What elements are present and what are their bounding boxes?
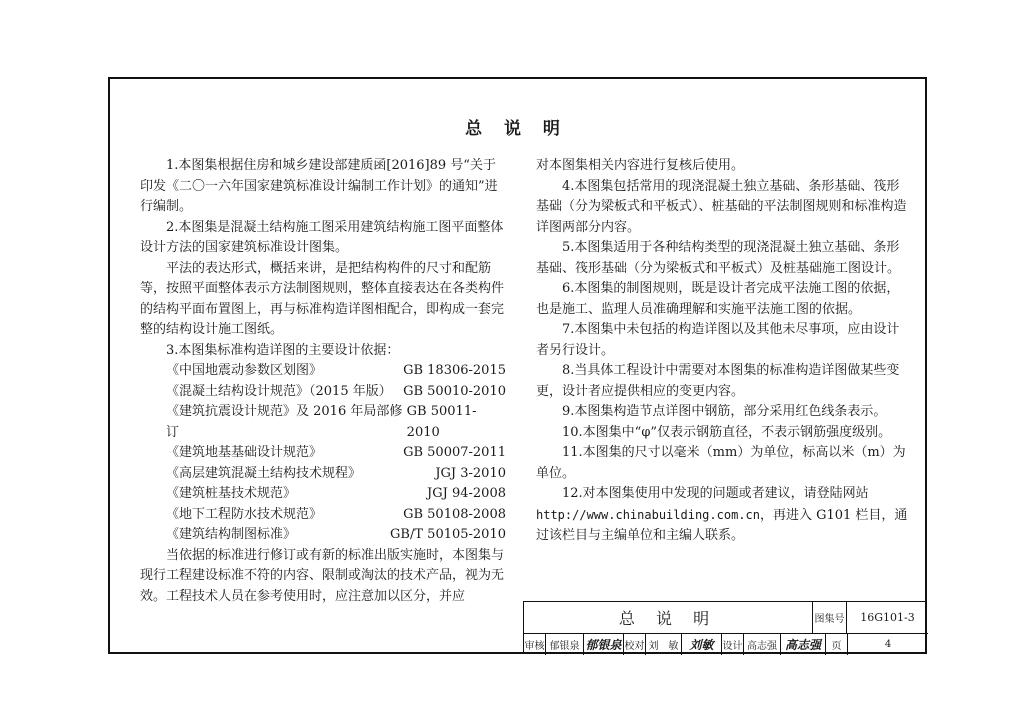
page-number: 4 (884, 639, 892, 650)
ref-item: 《高层建筑混凝土结构技术规程》 JGJ 3-2010 (166, 465, 506, 481)
para-6: 6.本图集的制图规则，既是设计者完成平法施工图的依据，也是施工、监理人员准确理解和实施平法施工图的依据。 (536, 281, 900, 317)
ref-item: 《建筑地基基础设计规范》 GB 50007-2011 (166, 445, 506, 460)
para-3: 3.本图集标准构造详图的主要设计依据： (166, 342, 400, 358)
design-label: 设计 (722, 634, 744, 655)
page-label: 页 (826, 634, 848, 655)
ref-item: 《地下工程防水技术规范》 GB 50108-2008 (166, 506, 506, 522)
para-10: 10.本图集中“φ”仅表示钢筋直径，不表示钢筋强度级别。 (562, 424, 892, 440)
title-block-title: 总 说 明 (524, 602, 813, 634)
para-7: 7.本图集中未包括的构造详图以及其他未尽事项，应由设计者另行设计。 (536, 322, 900, 358)
ref-item: 《建筑桩基技术规范》 JGJ 94-2008 (166, 486, 506, 501)
review-label: 审核 (524, 634, 546, 655)
check-label: 校对 (624, 634, 646, 655)
page-title: 总 说 明 (465, 119, 568, 139)
para-3c: 对本图集相关内容进行复核后使用。 (536, 158, 745, 173)
para-12: 12.对本图集使用中发现的问题或者建议，请登陆网站 http://www.chinabuilding.com.cn，再进入 G101 栏目，通过该栏目与主编单位和主编人联系。 (536, 486, 908, 543)
para-5: 5.本图集适用于各种结构类型的现浇混凝土独立基础、条形基础、筏形基础（分为梁板式和平板式）及桩基础施工图设计。 (536, 240, 901, 276)
right-column (536, 156, 908, 547)
para-4: 4.本图集包括常用的现浇混凝土独立基础、条形基础、筏形基础（分为梁板式和平板式）、桩基础的平法制图规则和标准构造详图两部分内容。 (536, 178, 907, 235)
designer-signature: 高志强 (781, 634, 826, 655)
checker-signature: 刘敏 (682, 634, 722, 655)
left-column (140, 156, 506, 607)
para-9: 9.本图集构造节点详图中钢筋，部分采用红色线条表示。 (562, 404, 887, 419)
checker-name: 刘 敏 (646, 634, 682, 655)
ref-item: 《建筑结构制图标准》 GB/T 50105-2010 (166, 527, 506, 542)
designer-name: 高志强 (744, 634, 781, 655)
reviewer-signature: 郁银泉 (584, 634, 624, 655)
para-8: 8.当具体工程设计中需要对本图集的标准构造详图做某些变更，设计者应提供相应的变更内容。 (536, 363, 900, 399)
atlas-number: 16G101-3 (847, 602, 928, 634)
atlas-number-label: 图集号 (813, 602, 847, 634)
title-block (523, 601, 927, 654)
para-2b: 平法的表达形式，概括来讲，是把结构构件的尺寸和配筋等，按照平面整体表示方法制图规则，整体直接表达在各类构件的结构平面布置图上，再与标准构造详图相配合，即构成一套完整的结构设计施工图纸。 (140, 260, 505, 337)
ref-item: 《中国地震动参数区划图》 GB 18306-2015 (166, 363, 506, 378)
para-1: 1.本图集根据住房和城乡建设部建质函[2016]89 号“关于印发《二〇一六年国家建筑标准设计编制工作计划》的通知”进行编制。 (140, 158, 498, 214)
para-2: 2.本图集是混凝土结构施工图采用建筑结构施工图平面整体设计方法的国家建筑标准设计图集。 (140, 219, 504, 255)
para-3b: 当依据的标准进行修订或有新的标准出版实施时，本图集与现行工程建设标准不符的内容、限制或淘汰的技术产品，视为无效。工程技术人员在参考使用时，应注意加以区分，并应 (140, 547, 505, 604)
signature-row (524, 634, 928, 655)
ref-item: 《建筑抗震设计规范》及 2016 年局部修订 GB 50011-2010 (166, 404, 477, 440)
para-11: 11.本图集的尺寸以毫米（mm）为单位，标高以米（m）为单位。 (536, 445, 906, 481)
website-link[interactable]: http://www.chinabuilding.com.cn (536, 507, 760, 522)
ref-item: 《混凝土结构设计规范》（2015 年版） GB 50010-2010 (166, 383, 506, 399)
reviewer-name: 郁银泉 (546, 634, 584, 655)
